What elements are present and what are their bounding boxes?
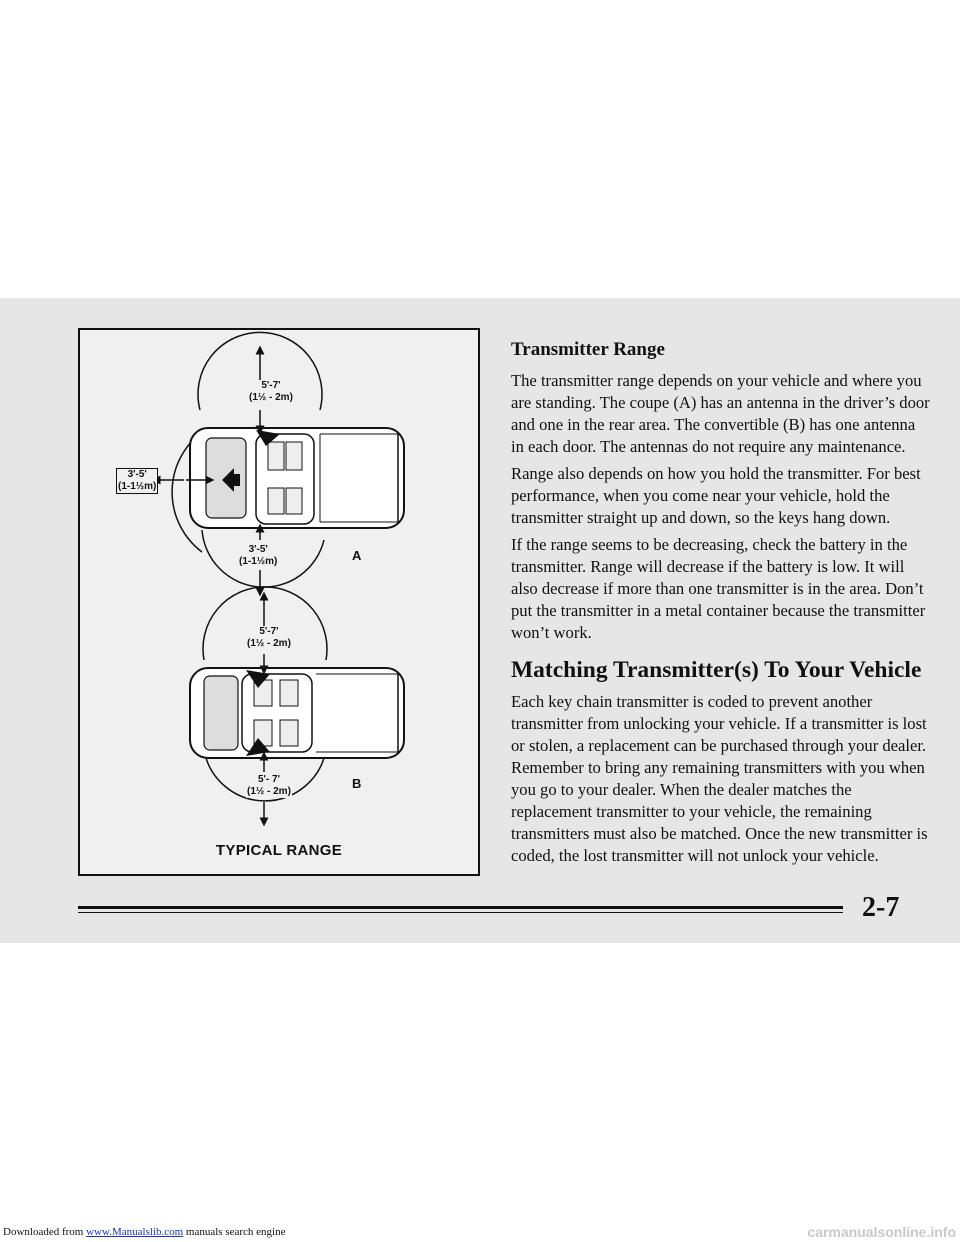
label-b: B: [352, 776, 362, 791]
measure-bottom-b: 5'- 7' (1½ - 2m): [247, 774, 291, 797]
typical-range-figure: [78, 328, 480, 876]
paragraph-3: If the range seems to be decreasing, check the battery in the transmitter. Range will decrease if the battery is low. It will also decrease if more than one transmitter is in the area. Don’t put the transmitter in a metal container because the transmitter won’t work.: [511, 535, 926, 642]
text-column: [511, 338, 931, 872]
measure-top-a: 5'-7' (1½ - 2m): [249, 380, 293, 403]
convertible-diagram-b: [190, 587, 404, 822]
download-footer: [3, 1226, 285, 1238]
page-number: 2-7: [862, 892, 900, 923]
footer-suffix: manuals search engine: [185, 1226, 286, 1238]
footer-prefix: Downloaded from: [3, 1226, 84, 1238]
figure-caption: TYPICAL RANGE: [215, 842, 343, 859]
paragraph-4: Each key chain transmitter is coded to prevent another transmitter from unlocking your vehicle. If a transmitter is lost or stolen, a replacement can be purchased through your dealer. Remember to bring any remaining transmitters with you when you go to your dealer. When the dealer matches the replacement transmitter to your vehicle, the remaining transmitters must also be matched. Once the new transmitter is coded, the lost transmitter will not unlock your vehicle.: [511, 692, 928, 865]
heading-transmitter-range: Transmitter Range: [511, 339, 665, 360]
paragraph-2: Range also depends on how you hold the transmitter. For best performance, when you come near your vehicle, hold the transmitter straight up and down, so the keys hang down.: [511, 464, 921, 527]
watermark: carmanualsonline.info: [807, 1224, 956, 1240]
footer-rule-thick: [78, 906, 843, 909]
measure-bottom-a: 3'-5' (1-1½m): [239, 544, 278, 567]
heading-matching-transmitters: Matching Transmitter(s) To Your Vehicle: [511, 657, 922, 683]
paragraph-1: The transmitter range depends on your vehicle and where you are standing. The coupe (A) has an antenna in the driver’s door and one in the rear area. The convertible (B) has one antenna in each door. The antennas do not require any maintenance.: [511, 371, 930, 456]
manualslib-link[interactable]: www.Manualslib.com: [86, 1226, 184, 1238]
measure-top-b: 5'-7' (1½ - 2m): [247, 626, 291, 649]
footer-rule-thin: [78, 912, 843, 913]
measure-side-a: 3'-5' (1-1½m): [118, 469, 157, 492]
coupe-diagram-a: [156, 332, 404, 592]
label-a: A: [352, 548, 362, 563]
